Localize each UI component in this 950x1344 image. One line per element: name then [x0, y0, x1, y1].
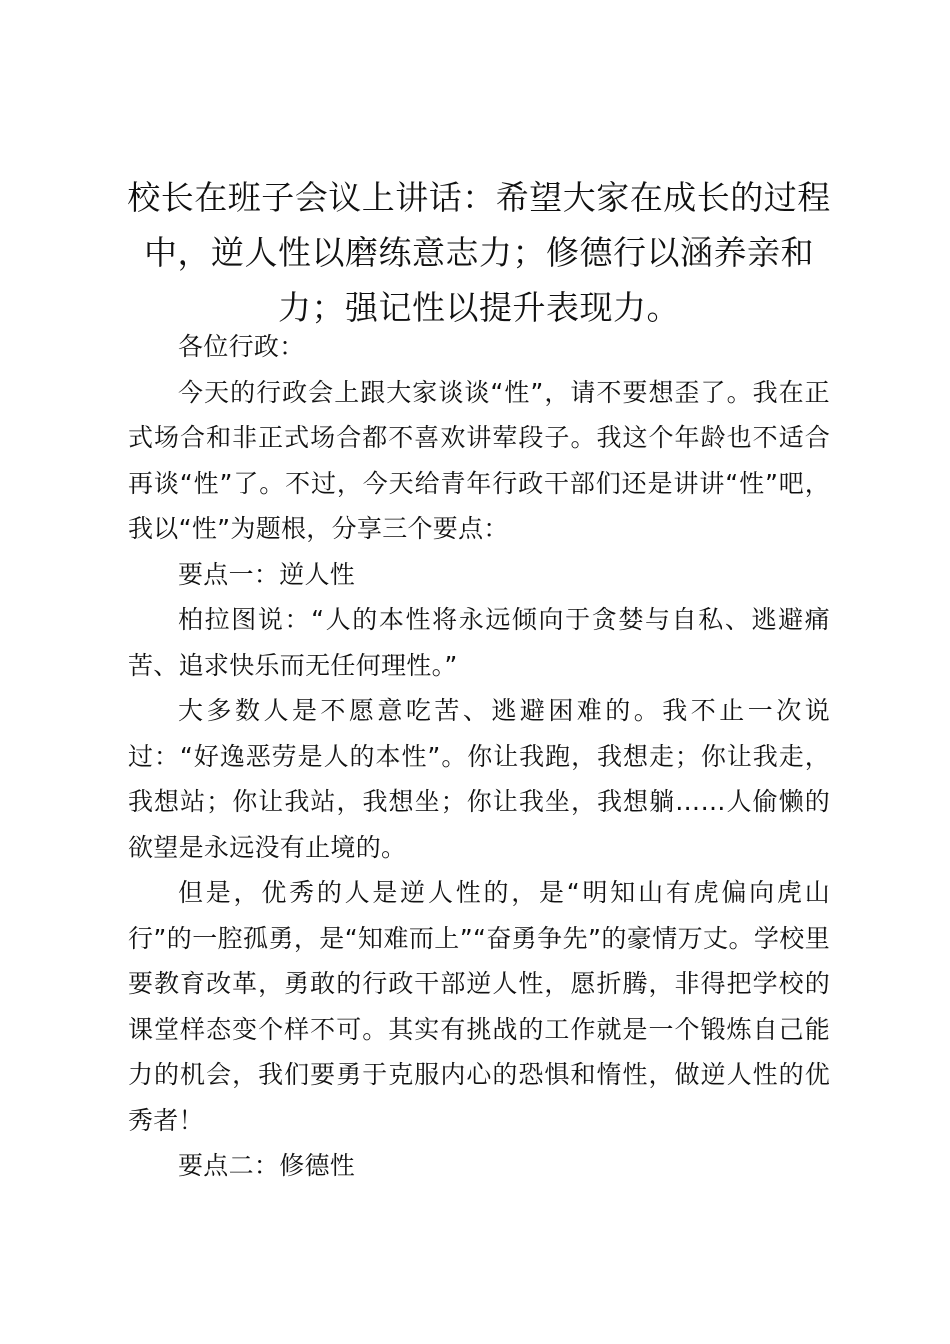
intro-paragraph: 今天的行政会上跟大家谈谈“性”，请不要想歪了。我在正式场合和非正式场合都不喜欢讲荤段子。我这个年龄也不适合再谈“性”了。不过，今天给青年行政干部们还是讲讲“性”吧，我以“性”为题根，分享三个要点： [128, 377, 830, 543]
salutation: 各位行政： [178, 332, 305, 361]
point-two-heading: 要点二：修德性 [178, 1151, 356, 1180]
excellence-paragraph: 但是，优秀的人是逆人性的，是“明知山有虎偏向虎山行”的一腔孤勇，是“知难而上”“奋勇争先”的豪情万丈。学校里要教育改革，勇敢的行政干部逆人性，愿折腾，非得把学校的课堂样态变个样不可。其实有挑战的工作就是一个锻炼自己能力的机会，我们要勇于克服内心的恐惧和惰性，做逆人性的优秀者！ [128, 878, 830, 1135]
document-body [128, 324, 830, 1189]
plato-quote-paragraph: 柏拉图说：“人的本性将永远倾向于贪婪与自私、逃避痛苦、追求快乐而无任何理性。” [128, 605, 830, 680]
point-one-heading: 要点一：逆人性 [178, 559, 356, 589]
document-title: 校长在班子会议上讲话：希望大家在成长的过程中，逆人性以磨练意志力；修德行以涵养亲和力；强记性以提升表现力。 [127, 178, 831, 327]
laziness-paragraph: 大多数人是不愿意吃苦、逃避困难的。我不止一次说过：“好逸恶劳是人的本性”。你让我跑，我想走；你让我走，我想站；你让我站，我想坐；你让我坐，我想躺……人偷懒的欲望是永远没有止境的。 [128, 696, 830, 862]
